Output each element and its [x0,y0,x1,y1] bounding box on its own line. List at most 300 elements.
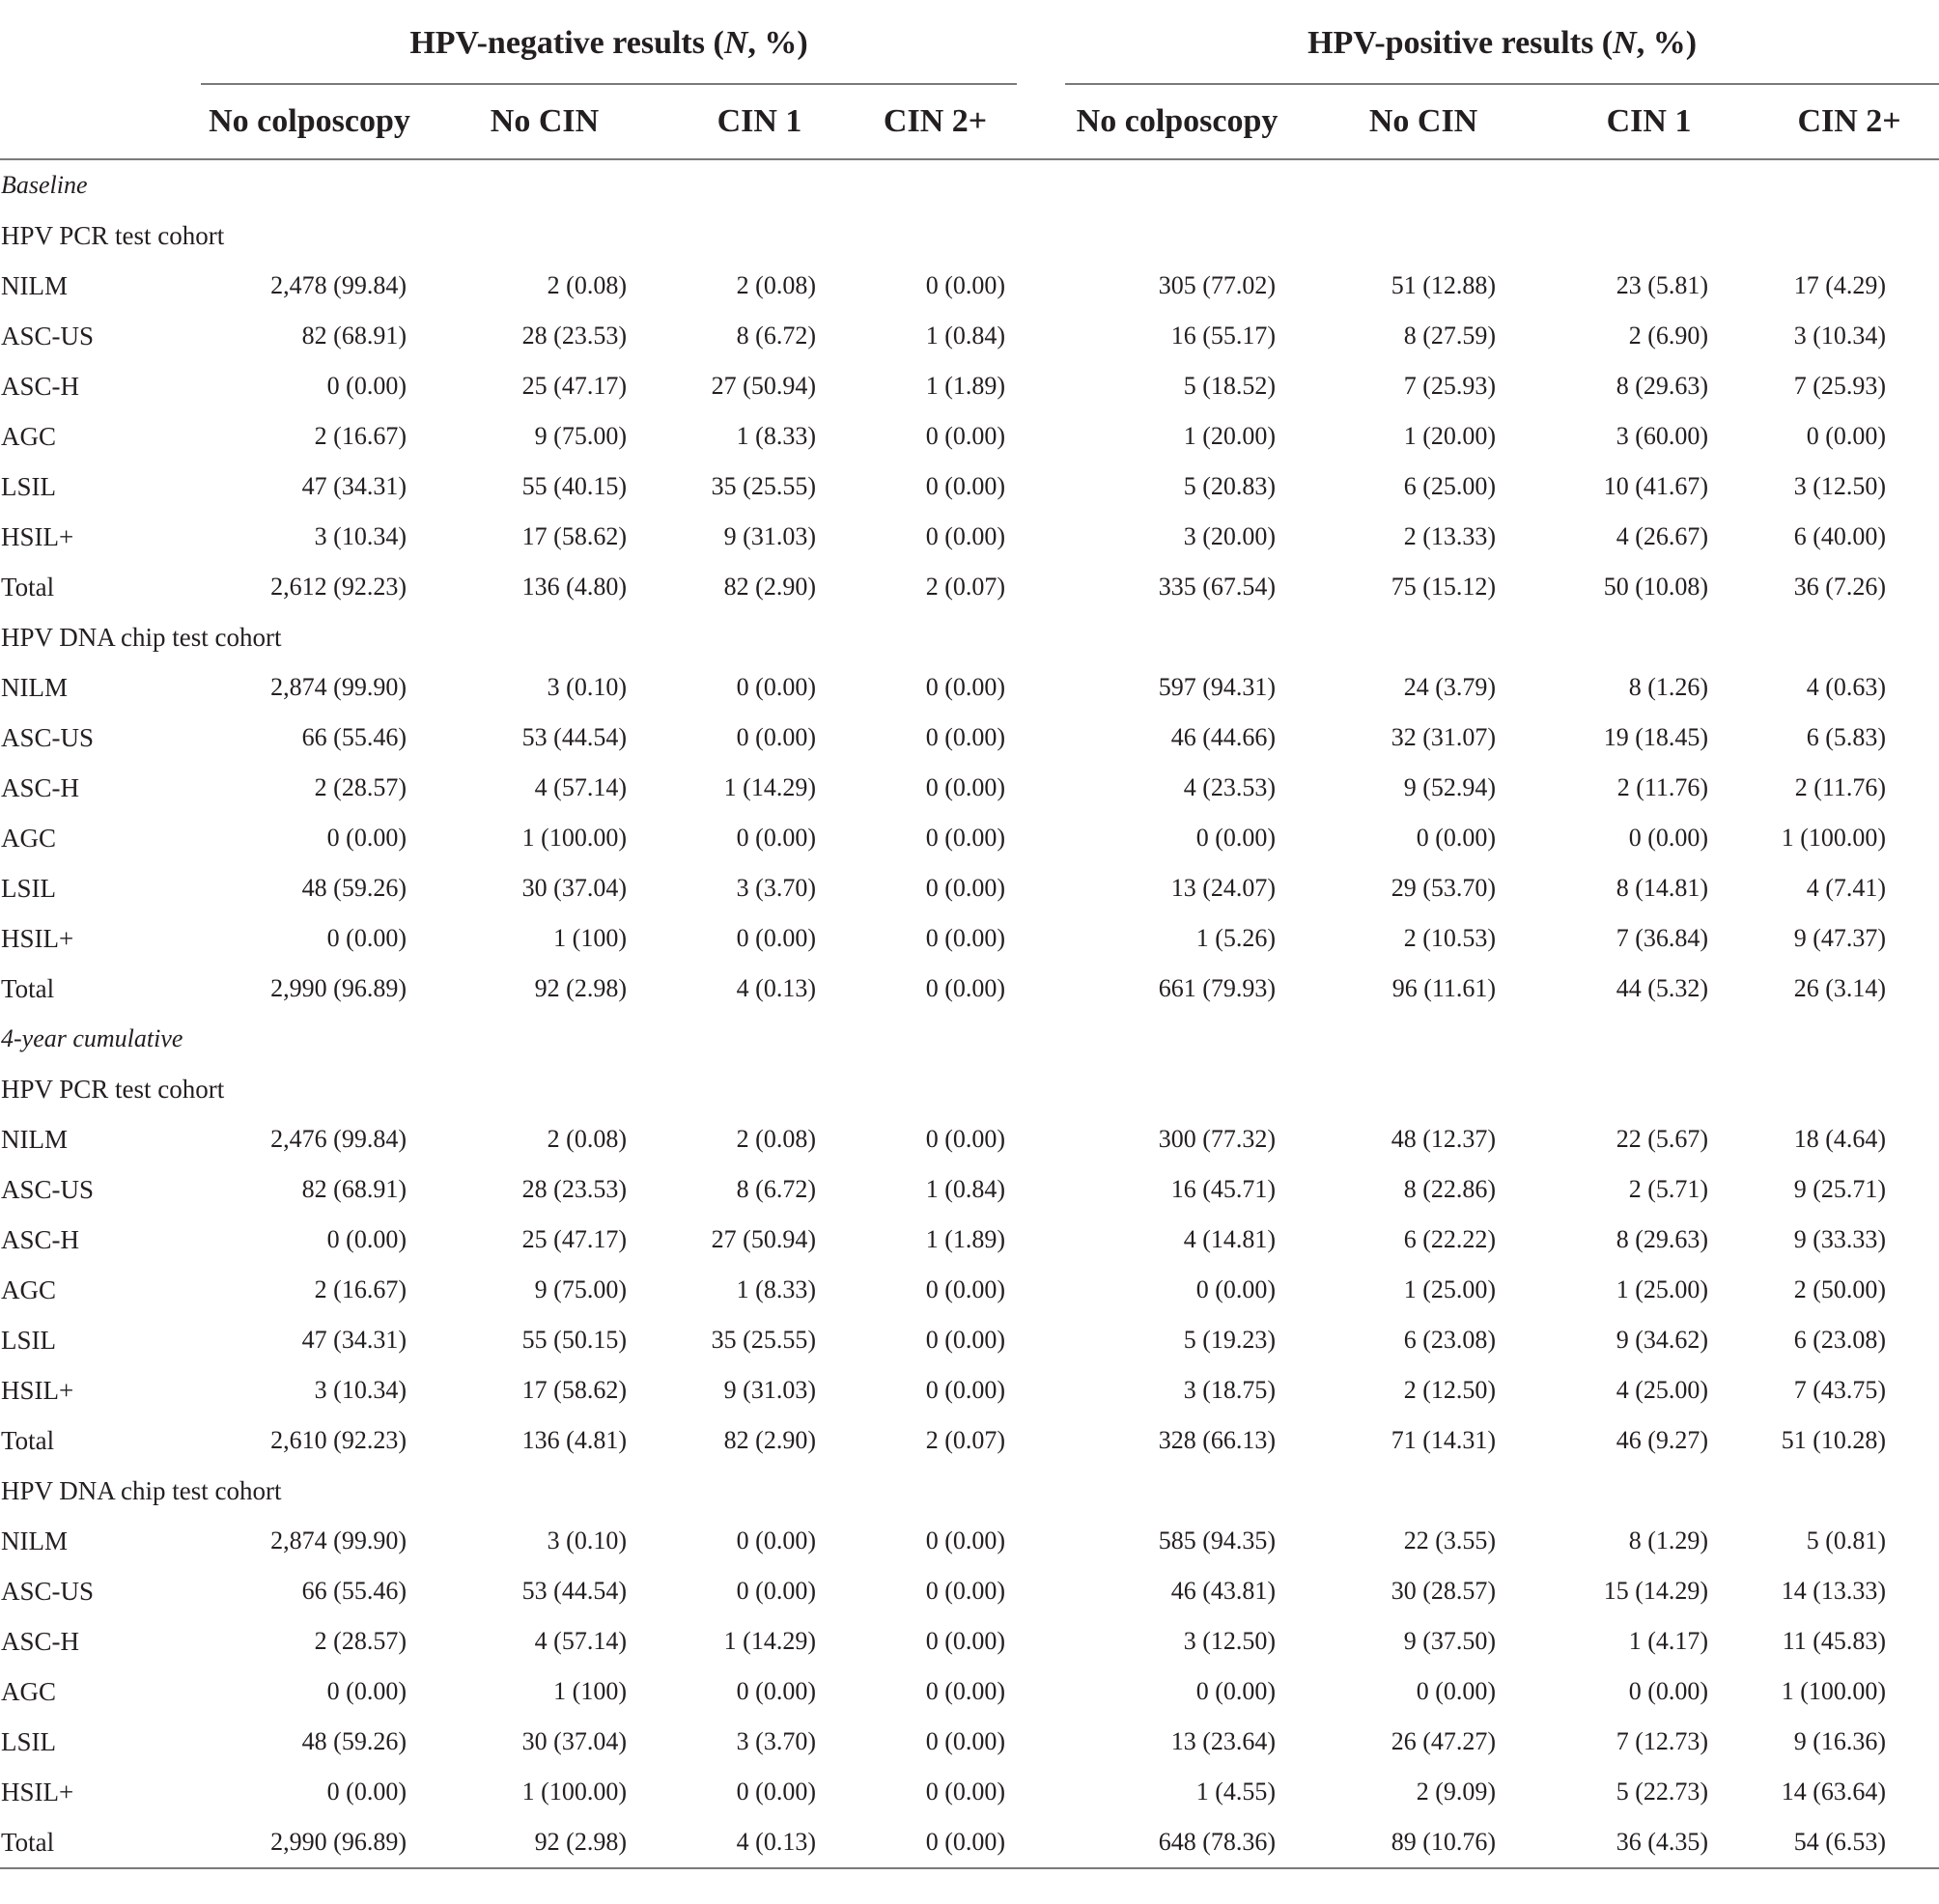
table-cell: 18 (4.64) [1793,1125,1887,1153]
table-cell: 4 (26.67) [1616,522,1709,550]
table-row [0,411,1939,462]
table-cell: 29 (53.70) [1391,874,1497,902]
table-cell: 48 (59.26) [301,874,407,902]
table-cell: 585 (94.35) [1158,1526,1277,1554]
table-cell: 92 (2.98) [534,974,627,1002]
table-cell: 0 (0.00) [736,723,816,751]
table-cell: 5 (20.83) [1183,472,1277,500]
group-gap-cell [1017,713,1065,763]
table-cell: 75 (15.12) [1391,573,1497,601]
table-row [0,1616,1939,1666]
table-cell: 54 (6.53) [1721,1817,1939,1868]
table-cell: 2,478 (99.84) [270,271,407,299]
table-cell: 22 (3.55) [1403,1526,1497,1554]
table-cell: 1 (100.00) [521,1778,627,1806]
table-cell: 136 (4.80) [521,573,627,601]
table-cell: 17 (4.29) [1793,271,1887,299]
table-row [0,311,1939,361]
table-cell: 2 (0.08) [736,1125,816,1153]
table-cell: 597 (94.31) [1158,673,1277,701]
table-row [0,1315,1939,1365]
row-label: NILM [1,270,68,300]
table-cell: 2 (13.33) [1403,522,1497,550]
table-cell: 22 (5.67) [1616,1125,1709,1153]
table-cell: 2 (0.08) [736,271,816,299]
table-cell: 27 (50.94) [711,1225,816,1253]
cohort-header-row [0,210,1939,261]
table-cell: 3 (18.75) [1183,1376,1277,1404]
table-cell: 6 (22.22) [1403,1225,1497,1253]
table-cell: 66 (55.46) [301,723,407,751]
table-cell: 1 (25.00) [1616,1275,1709,1303]
row-label: HSIL+ [1,923,74,953]
cohort-name: HPV PCR test cohort [1,1074,225,1104]
table-cell: 16 (55.17) [1170,322,1277,350]
table-cell: 0 (0.00) [925,824,1006,852]
table-cell: 1 (25.00) [1403,1275,1497,1303]
cohort-header-row [0,1064,1939,1114]
table-cell: 1 (100) [553,1677,627,1705]
group-header-row [0,0,1939,84]
group-gap-cell [1017,311,1065,361]
table-cell: 55 (50.15) [521,1326,627,1354]
table-cell: 71 (14.31) [1391,1426,1497,1454]
cohort-header-row [0,612,1939,662]
table-cell: 0 (0.00) [925,924,1006,952]
table-cell: 28 (23.53) [521,1175,627,1203]
table-cell: 5 (18.52) [1183,372,1277,400]
table-row [0,1767,1939,1817]
table-cell: 2 (10.53) [1403,924,1497,952]
table-cell: 0 (0.00) [925,723,1006,751]
group-gap-cell [1017,1767,1065,1817]
table-cell: 51 (10.28) [1781,1426,1887,1454]
table-cell: 14 (63.64) [1781,1778,1887,1806]
table-cell: 0 (0.00) [1806,422,1887,450]
table-row [0,1265,1939,1315]
row-label: NILM [1,1526,68,1555]
table-cell: 9 (16.36) [1793,1727,1887,1755]
table-row [0,361,1939,411]
row-label: LSIL [1,1325,56,1355]
row-label: AGC [1,1274,57,1304]
table-cell: 0 (0.00) [925,1526,1006,1554]
group-gap-cell [1017,562,1065,612]
group-gap [1017,0,1065,84]
table-cell: 46 (9.27) [1616,1426,1709,1454]
table-cell: 9 (25.71) [1793,1175,1887,1203]
table-cell: 305 (77.02) [1158,271,1277,299]
table-row [0,1717,1939,1767]
table-cell: 1 (1.89) [925,1225,1006,1253]
table-cell: 28 (23.53) [521,322,627,350]
cohort-header-row [0,1466,1939,1516]
column-header-row [0,84,1939,159]
table-cell: 0 (0.00) [1416,824,1497,852]
table-row [0,1666,1939,1717]
table-cell: 66 (55.46) [301,1577,407,1605]
table-cell: 89 (10.76) [1289,1817,1519,1868]
table-cell: 0 (0.00) [736,824,816,852]
table-cell: 17 (58.62) [521,1376,627,1404]
row-label: Total [1,572,55,602]
table-row [0,763,1939,813]
table-cell: 0 (0.00) [925,673,1006,701]
table-cell: 0 (0.00) [326,824,407,852]
row-label: Total [0,1817,201,1868]
table-row [0,462,1939,512]
table-cell: 3 (3.70) [736,1727,816,1755]
table-row [0,261,1939,311]
table-cell: 1 (100.00) [1781,824,1887,852]
table-cell: 4 (0.63) [1806,673,1887,701]
section-title: 4-year cumulative [1,1024,183,1052]
col-header-pos-cin2plus: CIN 2+ [1721,84,1939,159]
table-cell: 50 (10.08) [1603,573,1709,601]
section-header-row [0,159,1939,210]
table-cell: 4 (57.14) [534,773,627,801]
group-gap-cell [1017,1164,1065,1215]
row-label: NILM [1,672,68,702]
table-cell: 2,990 (96.89) [270,974,407,1002]
group-gap-cell [1017,1666,1065,1717]
table-row [0,863,1939,913]
table-cell: 8 (6.72) [736,322,816,350]
table-cell: 8 (14.81) [1616,874,1709,902]
section-header-row [0,1014,1939,1064]
table-cell: 30 (37.04) [521,1727,627,1755]
row-label: AGC [1,1676,57,1706]
table-cell: 0 (0.00) [925,1125,1006,1153]
table-cell: 8 (22.86) [1403,1175,1497,1203]
table-cell: 8 (27.59) [1403,322,1497,350]
table-cell: 24 (3.79) [1403,673,1497,701]
table-cell: 1 (100) [553,924,627,952]
table-cell: 0 (0.00) [736,1778,816,1806]
table-row [0,512,1939,562]
table-cell: 5 (22.73) [1616,1778,1709,1806]
table-cell: 23 (5.81) [1616,271,1709,299]
table-row [0,1415,1939,1466]
table-cell: 2,476 (99.84) [270,1125,407,1153]
table-cell: 4 (14.81) [1183,1225,1277,1253]
table-cell: 2 (5.71) [1628,1175,1709,1203]
table-cell: 2,874 (99.90) [270,1526,407,1554]
table-row [0,1817,1939,1868]
table-row [0,1215,1939,1265]
table-cell: 7 (25.93) [1403,372,1497,400]
table-cell: 1 (0.84) [925,322,1006,350]
table-cell: 9 (31.03) [723,522,816,550]
table-cell: 16 (45.71) [1170,1175,1277,1203]
table-cell: 4 (0.13) [736,974,816,1002]
table-cell: 3 (12.50) [1793,472,1887,500]
group-gap-cell [1017,1817,1065,1868]
table-cell: 0 (0.00) [736,924,816,952]
group-gap-cell [1017,1566,1065,1616]
table-cell: 13 (23.64) [1170,1727,1277,1755]
table-row [0,1114,1939,1164]
table-cell: 0 (0.00) [925,472,1006,500]
table-cell: 0 (0.00) [925,974,1006,1002]
table-cell: 2,612 (92.23) [270,573,407,601]
table-cell: 8 (29.63) [1616,372,1709,400]
table-cell: 26 (47.27) [1391,1727,1497,1755]
group-label: HPV-positive results (N, %) [1307,25,1698,61]
table-cell: 17 (58.62) [521,522,627,550]
row-label: HSIL+ [1,1777,74,1806]
table-cell: 0 (0.00) [925,1326,1006,1354]
table-cell: 46 (43.81) [1170,1577,1277,1605]
table-cell: 55 (40.15) [521,472,627,500]
table-cell: 6 (25.00) [1403,472,1497,500]
row-label: LSIL [1,1726,56,1756]
col-header-gap [1017,84,1065,159]
table-cell: 32 (31.07) [1391,723,1497,751]
table-cell: 26 (3.14) [1793,974,1887,1002]
table-cell: 2 (0.08) [547,1125,627,1153]
table-cell: 2 (12.50) [1403,1376,1497,1404]
table-cell: 0 (0.00) [1195,824,1277,852]
table-cell: 1 (8.33) [736,422,816,450]
row-label: LSIL [1,471,56,501]
table-cell: 44 (5.32) [1616,974,1709,1002]
row-label: LSIL [1,873,56,903]
table-cell: 0 (0.00) [925,1677,1006,1705]
table-cell: 2 (50.00) [1793,1275,1887,1303]
row-label: ASC-H [1,371,80,401]
table-cell: 11 (45.83) [1782,1627,1887,1655]
table-cell: 4 (57.14) [534,1627,627,1655]
row-label-header [0,84,201,159]
table-cell: 2 (16.67) [314,422,407,450]
table-cell: 6 (40.00) [1793,522,1887,550]
table-cell: 9 (75.00) [534,422,627,450]
table-cell: 0 (0.00) [925,1376,1006,1404]
col-header-neg-cin1: CIN 1 [636,84,834,159]
row-label: ASC-US [1,1576,95,1606]
table-cell: 1 (100.00) [521,824,627,852]
table-cell: 2 (9.09) [1416,1778,1497,1806]
group-gap-cell [1017,261,1065,311]
table-cell: 0 (0.00) [925,1727,1006,1755]
table-cell: 9 (33.33) [1793,1225,1887,1253]
table-cell: 2 (0.07) [925,1426,1006,1454]
col-header-pos-cin1: CIN 1 [1519,84,1721,159]
table-cell: 1 (14.29) [723,1627,816,1655]
group-gap-cell [1017,1114,1065,1164]
table-row [0,1365,1939,1415]
table-cell: 96 (11.61) [1391,974,1497,1002]
group-gap-cell [1017,863,1065,913]
row-label: ASC-H [1,1626,80,1656]
table-row [0,1164,1939,1215]
table-cell: 1 (20.00) [1183,422,1277,450]
table-cell: 19 (18.45) [1603,723,1709,751]
table-row [0,1566,1939,1616]
table-cell: 30 (37.04) [521,874,627,902]
table-cell: 2 (0.07) [925,573,1006,601]
table-cell: 0 (0.00) [326,1677,407,1705]
table-cell: 2 (6.90) [1628,322,1709,350]
group-gap-cell [1017,411,1065,462]
table-cell: 51 (12.88) [1391,271,1497,299]
table-row [0,913,1939,964]
table-cell: 0 (0.00) [925,1577,1006,1605]
table-cell: 3 (12.50) [1183,1627,1277,1655]
table-cell: 48 (59.26) [301,1727,407,1755]
cohort-name: HPV DNA chip test cohort [1,622,282,652]
corner-cell [0,0,201,84]
table-cell: 4 (23.53) [1183,773,1277,801]
table-cell: 2 (11.76) [1794,773,1887,801]
group-gap-cell [1017,763,1065,813]
table-cell: 82 (2.90) [723,573,816,601]
table-cell: 5 (0.81) [1806,1526,1887,1554]
table-cell: 1 (4.55) [1195,1778,1277,1806]
table-cell: 8 (6.72) [736,1175,816,1203]
table-cell: 27 (50.94) [711,372,816,400]
table-cell: 46 (44.66) [1170,723,1277,751]
group-gap-cell [1017,1315,1065,1365]
table-cell: 9 (52.94) [1403,773,1497,801]
table-cell: 2,610 (92.23) [270,1426,407,1454]
table-cell: 6 (5.83) [1806,723,1887,751]
table-cell: 47 (34.31) [301,1326,407,1354]
table-cell: 9 (37.50) [1403,1627,1497,1655]
cohort-name: HPV DNA chip test cohort [1,1475,282,1505]
table-cell: 0 (0.00) [326,372,407,400]
table-cell: 0 (0.00) [925,522,1006,550]
table-cell: 7 (25.93) [1793,372,1887,400]
table-row [0,713,1939,763]
table-cell: 9 (47.37) [1793,924,1887,952]
table-cell: 1 (100.00) [1781,1677,1887,1705]
table-cell: 3 (60.00) [1616,422,1709,450]
table-cell: 36 (4.35) [1519,1817,1721,1868]
table-cell: 35 (25.55) [711,1326,816,1354]
table-cell: 0 (0.00) [1628,1677,1709,1705]
table-cell: 8 (1.26) [1628,673,1709,701]
table-cell: 1 (5.26) [1195,924,1277,952]
table-cell: 0 (0.00) [736,673,816,701]
group-gap-cell [1017,964,1065,1014]
table-cell: 9 (31.03) [723,1376,816,1404]
row-label: NILM [1,1124,68,1154]
table-cell: 48 (12.37) [1391,1125,1497,1153]
table-cell: 4 (0.13) [636,1817,834,1868]
table-cell: 1 (4.17) [1628,1627,1709,1655]
table-cell: 2 (11.76) [1616,773,1709,801]
table-cell: 30 (28.57) [1391,1577,1497,1605]
table-cell: 9 (75.00) [534,1275,627,1303]
group-header-hpv-negative [201,0,1017,84]
group-gap-cell [1017,361,1065,411]
group-gap-cell [1017,1215,1065,1265]
group-gap-cell [1017,1717,1065,1767]
row-label: Total [1,973,55,1003]
table-cell: 0 (0.00) [925,1275,1006,1303]
row-label: ASC-H [1,1224,80,1254]
cohort-name: HPV PCR test cohort [1,220,225,250]
table-cell: 0 (0.00) [326,1225,407,1253]
table-cell: 0 (0.00) [925,271,1006,299]
table-cell: 47 (34.31) [301,472,407,500]
col-header-pos-no-cin: No CIN [1289,84,1519,159]
table-cell: 661 (79.93) [1158,974,1277,1002]
table-cell: 3 (0.10) [547,673,627,701]
table-cell: 36 (7.26) [1793,573,1887,601]
table-cell: 0 (0.00) [1416,1677,1497,1705]
group-gap-cell [1017,1616,1065,1666]
table-row [0,562,1939,612]
col-header-pos-no-colposcopy: No colposcopy [1065,84,1289,159]
group-gap-cell [1017,512,1065,562]
row-label: ASC-H [1,772,80,802]
table-cell: 335 (67.54) [1158,573,1277,601]
table-cell: 10 (41.67) [1603,472,1709,500]
table-cell: 82 (68.91) [301,322,407,350]
table-row [0,1516,1939,1566]
table-cell: 6 (23.08) [1403,1326,1497,1354]
table-cell: 0 (0.00) [925,1627,1006,1655]
table-cell: 0 (0.00) [925,874,1006,902]
row-label: Total [1,1425,55,1455]
table-row [0,964,1939,1014]
table-body [0,159,1939,1868]
table-cell: 2 (16.67) [314,1275,407,1303]
table-cell: 2 (0.08) [547,271,627,299]
table-cell: 0 (0.00) [1195,1275,1277,1303]
table-cell: 35 (25.55) [711,472,816,500]
group-gap-cell [1017,1516,1065,1566]
table-cell: 0 (0.00) [925,1778,1006,1806]
table-cell: 2,874 (99.90) [270,673,407,701]
table-cell: 15 (14.29) [1603,1577,1709,1605]
table-cell: 5 (19.23) [1183,1326,1277,1354]
table-cell: 0 (0.00) [736,1526,816,1554]
table-cell: 0 (0.00) [925,422,1006,450]
col-header-neg-no-colposcopy: No colposcopy [201,84,418,159]
col-header-neg-no-cin: No CIN [418,84,636,159]
table-cell: 82 (68.91) [301,1175,407,1203]
group-gap-cell [1017,813,1065,863]
table-cell: 4 (7.41) [1806,874,1887,902]
group-gap-cell [1017,913,1065,964]
table-cell: 3 (10.34) [1793,322,1887,350]
group-header-hpv-positive [1065,0,1939,84]
table-cell: 3 (10.34) [314,1376,407,1404]
table-cell: 9 (34.62) [1616,1326,1709,1354]
row-label: AGC [1,421,57,451]
row-label: ASC-US [1,722,95,752]
table-cell: 82 (2.90) [723,1426,816,1454]
table-cell: 0 (0.00) [834,1817,1017,1868]
table-cell: 1 (1.89) [925,372,1006,400]
row-label: AGC [1,823,57,853]
row-label: ASC-US [1,1174,95,1204]
table-cell: 0 (0.00) [1628,824,1709,852]
table-cell: 0 (0.00) [736,1677,816,1705]
table-cell: 8 (1.29) [1628,1526,1709,1554]
group-gap-cell [1017,662,1065,713]
table-cell: 4 (25.00) [1616,1376,1709,1404]
table-cell: 0 (0.00) [736,1577,816,1605]
table-cell: 3 (20.00) [1183,522,1277,550]
table-cell: 6 (23.08) [1793,1326,1887,1354]
table-cell: 0 (0.00) [925,773,1006,801]
table-cell: 136 (4.81) [521,1426,627,1454]
